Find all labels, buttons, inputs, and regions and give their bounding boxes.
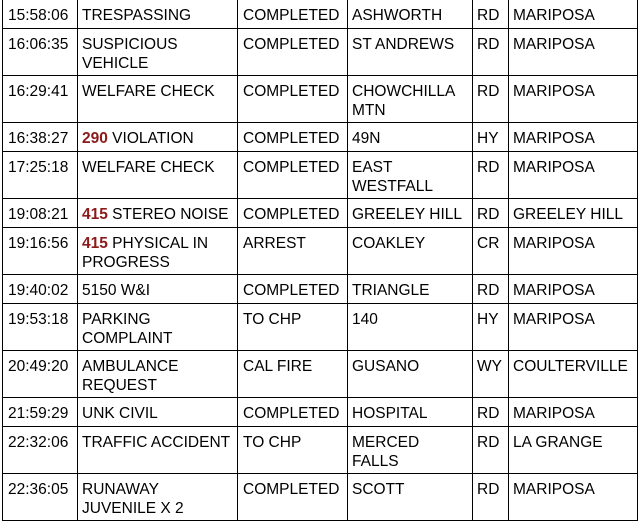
incident-status: COMPLETED [238, 29, 348, 76]
table-row [3, 351, 638, 398]
incident-time: 19:08:21 [3, 199, 78, 228]
penal-code: 290 [82, 130, 108, 147]
incident-type-text: VIOLATION [107, 130, 194, 147]
incident-city: MARIPOSA [509, 474, 638, 521]
incident-status: COMPLETED [238, 76, 348, 123]
incident-location: 140 [348, 304, 473, 351]
street-type: RD [473, 152, 509, 199]
street-type: RD [473, 29, 509, 76]
street-type: RD [473, 398, 509, 427]
incident-description [78, 427, 238, 474]
street-type: RD [473, 76, 509, 123]
incident-city: MARIPOSA [509, 398, 638, 427]
table-row [3, 228, 638, 275]
incident-location: GUSANO [348, 351, 473, 398]
incident-type-text: AMBULANCE REQUEST [82, 358, 179, 394]
incident-city: LA GRANGE [509, 427, 638, 474]
incident-type-text: WELFARE CHECK [82, 159, 215, 176]
incident-type-text: TRESPASSING [82, 7, 192, 24]
table-row [3, 29, 638, 76]
table-row [3, 304, 638, 351]
incident-city: MARIPOSA [509, 0, 638, 29]
incident-time: 22:36:05 [3, 474, 78, 521]
table-row [3, 0, 638, 29]
table-row [3, 123, 638, 152]
incident-time: 21:59:29 [3, 398, 78, 427]
incident-description [78, 304, 238, 351]
incident-description [78, 351, 238, 398]
incident-city: COULTERVILLE [509, 351, 638, 398]
incident-time: 19:16:56 [3, 228, 78, 275]
street-type: HY [473, 123, 509, 152]
incident-type-text: PARKING COMPLAINT [82, 311, 173, 347]
penal-code: 415 [82, 235, 108, 252]
street-type: RD [473, 0, 509, 29]
incident-time: 16:38:27 [3, 123, 78, 152]
incident-type-text: RUNAWAY JUVENILE X 2 [82, 481, 184, 517]
incident-type-text: 5150 W&I [82, 282, 151, 299]
incident-location: CHOWCHILLA MTN [348, 76, 473, 123]
street-type: WY [473, 351, 509, 398]
incident-description [78, 474, 238, 521]
incident-city: MARIPOSA [509, 275, 638, 304]
incident-description [78, 275, 238, 304]
incident-time: 22:32:06 [3, 427, 78, 474]
incident-time: 15:58:06 [3, 0, 78, 29]
street-type: RD [473, 275, 509, 304]
incident-description [78, 398, 238, 427]
incident-time: 17:25:18 [3, 152, 78, 199]
table-row [3, 427, 638, 474]
street-type: RD [473, 199, 509, 228]
incident-city: MARIPOSA [509, 304, 638, 351]
street-type: RD [473, 474, 509, 521]
incident-type-text: STEREO NOISE [107, 206, 229, 223]
incident-status: COMPLETED [238, 275, 348, 304]
incident-log-table [2, 0, 638, 521]
incident-city: GREELEY HILL [509, 199, 638, 228]
incident-location: COAKLEY [348, 228, 473, 275]
incident-time: 16:29:41 [3, 76, 78, 123]
incident-city: MARIPOSA [509, 29, 638, 76]
incident-city: MARIPOSA [509, 123, 638, 152]
incident-status: COMPLETED [238, 152, 348, 199]
incident-location: GREELEY HILL [348, 199, 473, 228]
incident-status: CAL FIRE [238, 351, 348, 398]
incident-city: MARIPOSA [509, 76, 638, 123]
incident-status: COMPLETED [238, 398, 348, 427]
incident-status: ARREST [238, 228, 348, 275]
incident-status: COMPLETED [238, 123, 348, 152]
street-type: HY [473, 304, 509, 351]
incident-location: ASHWORTH [348, 0, 473, 29]
incident-location: EAST WESTFALL [348, 152, 473, 199]
incident-status: TO CHP [238, 304, 348, 351]
incident-description [78, 199, 238, 228]
incident-description [78, 0, 238, 29]
incident-description [78, 152, 238, 199]
incident-log-body [3, 0, 638, 521]
incident-status: COMPLETED [238, 0, 348, 29]
table-row [3, 76, 638, 123]
incident-city: MARIPOSA [509, 228, 638, 275]
incident-status: TO CHP [238, 427, 348, 474]
incident-location: HOSPITAL [348, 398, 473, 427]
incident-description [78, 29, 238, 76]
table-row [3, 474, 638, 521]
incident-type-text: WELFARE CHECK [82, 83, 215, 100]
incident-type-text: SUSPICIOUS VEHICLE [82, 36, 178, 72]
incident-status: COMPLETED [238, 199, 348, 228]
incident-location: TRIANGLE [348, 275, 473, 304]
table-row [3, 275, 638, 304]
incident-status: COMPLETED [238, 474, 348, 521]
penal-code: 415 [82, 206, 108, 223]
incident-type-text: PHYSICAL IN PROGRESS [82, 235, 209, 271]
incident-location: MERCED FALLS [348, 427, 473, 474]
incident-description [78, 228, 238, 275]
street-type: CR [473, 228, 509, 275]
incident-city: MARIPOSA [509, 152, 638, 199]
incident-location: ST ANDREWS [348, 29, 473, 76]
incident-description [78, 76, 238, 123]
table-row [3, 398, 638, 427]
incident-description [78, 123, 238, 152]
incident-location: 49N [348, 123, 473, 152]
incident-time: 19:53:18 [3, 304, 78, 351]
incident-type-text: UNK CIVIL [82, 405, 158, 422]
table-row [3, 199, 638, 228]
incident-type-text: TRAFFIC ACCIDENT [82, 434, 231, 451]
street-type: RD [473, 427, 509, 474]
incident-time: 20:49:20 [3, 351, 78, 398]
incident-time: 19:40:02 [3, 275, 78, 304]
table-row [3, 152, 638, 199]
incident-location: SCOTT [348, 474, 473, 521]
incident-time: 16:06:35 [3, 29, 78, 76]
